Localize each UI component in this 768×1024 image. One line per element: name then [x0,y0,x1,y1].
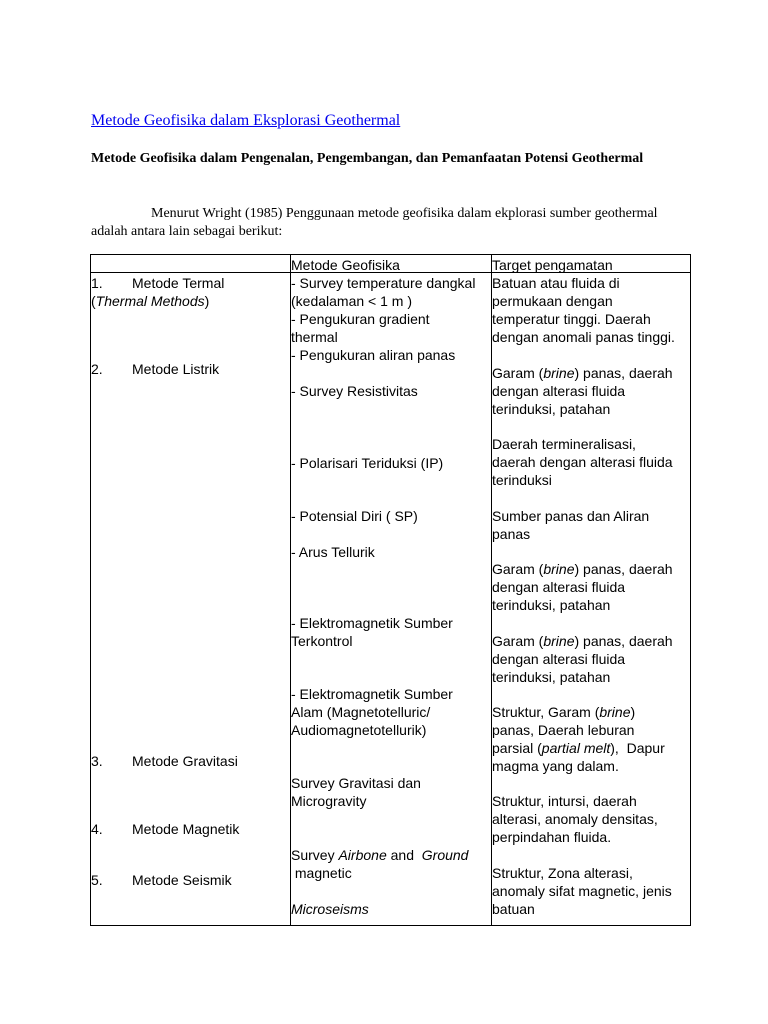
text-run: Survey [291,847,339,863]
text-run: parsial ( [492,740,542,756]
method-1-row [91,274,224,292]
text-run-italic: partial melt [541,740,611,756]
method-1-number: 1. [91,275,103,291]
target-line: perpindahan fluida. [492,829,612,845]
geophysics-line: - Elektromagnetik Sumber [291,686,453,702]
method-4-number: 4. [91,821,103,837]
methods-table [90,254,691,926]
target-line: terinduksi, patahan [492,597,611,613]
target-line: batuan [492,901,535,917]
text-run: Garam ( [492,561,544,577]
text-run-italic: brine [543,365,575,381]
target-line: panas [492,526,531,542]
method-2-row [91,360,219,378]
method-3-name: Metode Gravitasi [132,753,238,769]
geophysics-line: magnetic [291,865,352,881]
geophysics-line: - Pengukuran aliran panas [291,347,456,363]
target-line: Struktur, Zona alterasi, [492,865,633,881]
geophysics-line: Alam (Magnetotelluric/ [291,704,431,720]
method-4-name: Metode Magnetik [132,821,240,837]
geophysics-line: - Survey Resistivitas [291,383,418,399]
geophysics-line: Audiomagnetotellurik) [291,722,427,738]
method-3-row [91,752,238,770]
header-metode-geofisika: Metode Geofisika [291,257,400,273]
text-run: and [386,847,422,863]
target-line: panas, Daerah leburan [492,722,635,738]
target-line: Sumber panas dan Aliran [492,508,650,524]
section-subtitle: Metode Geofisika dalam Pengenalan, Pengembangan, dan Pemanfaatan Potensi Geothermal [91,151,644,166]
text-run-italic: brine [599,704,631,720]
text-run: Garam ( [492,633,544,649]
geophysics-line [291,846,468,864]
method-1-english: Thermal Methods [95,293,205,309]
text-run: Garam ( [492,365,544,381]
geophysics-line: - Polarisari Teriduksi (IP) [291,455,444,471]
geophysics-line: - Pengukuran gradient [291,311,430,327]
method-3-number: 3. [91,753,103,769]
target-line: terinduksi, patahan [492,401,611,417]
target-line: terinduksi [492,472,552,488]
text-run-italic: Microseisms [291,901,369,917]
target-line [492,703,635,721]
text-run-italic: brine [543,561,575,577]
target-line: alterasi, anomaly densitas, [492,811,658,827]
geophysics-line: - Survey temperature dangkal [291,275,476,291]
target-line: temperatur tinggi. Daerah [492,311,651,327]
geophysics-line: - Potensial Diri ( SP) [291,508,418,524]
target-line: dengan anomali panas tinggi. [492,329,675,345]
geophysics-line: Terkontrol [291,633,353,649]
geophysics-line: Microgravity [291,793,367,809]
target-line: Batuan atau fluida di [492,275,620,291]
target-line: dengan alterasi fluida [492,383,626,399]
text-run-italic: brine [543,633,575,649]
paren-open: ( [91,293,96,309]
target-line [492,560,673,578]
header-target-pengamatan: Target pengamatan [492,257,613,273]
article-title-link[interactable]: Metode Geofisika dalam Eksplorasi Geothermal [91,112,401,129]
text-run-italic: Ground [421,847,469,863]
method-2-number: 2. [91,361,103,377]
geophysics-line: - Elektromagnetik Sumber [291,615,453,631]
intro-paragraph [91,205,671,241]
target-line: Daerah termineralisasi, [492,436,636,452]
target-line: anomaly sifat magnetic, jenis [492,883,672,899]
geophysics-line: Survey Gravitasi dan [291,775,421,791]
paren-close: ) [204,293,210,309]
text-run: ), Dapur [610,740,665,756]
text-run: ) panas, daerah [574,561,673,577]
geophysics-line: - Arus Tellurik [291,544,375,560]
method-5-name: Metode Seismik [132,872,232,888]
method-2-name: Metode Listrik [132,361,220,377]
target-line: dengan alterasi fluida [492,579,626,595]
geophysics-line: (kedalaman < 1 m ) [291,293,412,309]
target-line: dengan alterasi fluida [492,651,626,667]
text-run: ) panas, daerah [574,633,673,649]
target-line: permukaan dengan [492,293,613,309]
method-5-number: 5. [91,872,103,888]
text-run: ) [630,704,636,720]
target-line: Struktur, intursi, daerah [492,793,637,809]
text-run: ) panas, daerah [574,365,673,381]
target-line [492,364,673,382]
text-run-italic: Airbone [338,847,387,863]
target-line [492,632,673,650]
target-line: daerah dengan alterasi fluida [492,454,673,470]
method-5-row [91,871,232,889]
geophysics-line [291,900,369,918]
target-line [492,739,665,757]
text-run: Struktur, Garam ( [492,704,600,720]
geophysics-line: thermal [291,329,338,345]
target-line: terinduksi, patahan [492,669,611,685]
target-line: magma yang dalam. [492,758,619,774]
method-1-subtitle [91,292,209,310]
method-4-row [91,820,239,838]
method-1-name: Metode Termal [132,275,225,291]
intro-text: Menurut Wright (1985) Penggunaan metode geofisika dalam ekplorasi sumber geothermal adalah antara lain sebagai berikut: [91,206,658,239]
